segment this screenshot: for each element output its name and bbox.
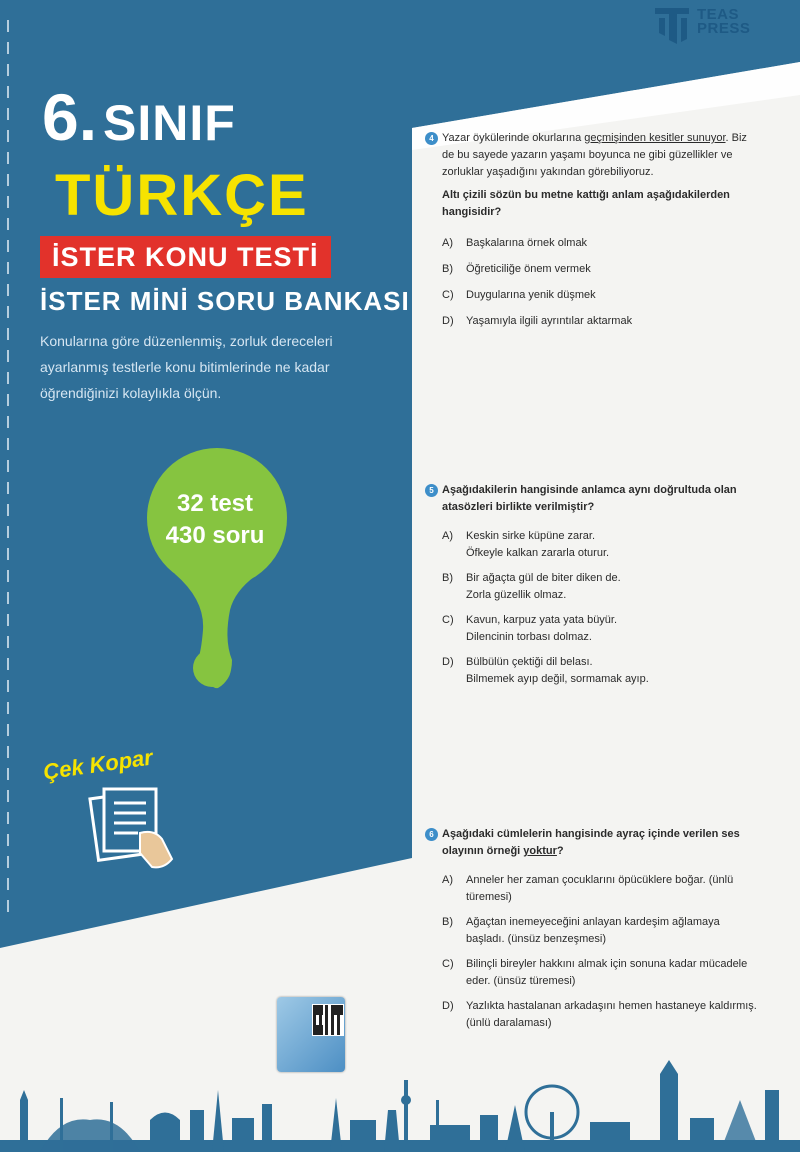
question-text-part: Yazar öykülerinde okurlarına <box>442 132 585 144</box>
option-text: Anneler her zaman çocuklarını öpücüklere boğar. (ünlü türemesi) <box>466 874 734 903</box>
option-a[interactable] <box>442 528 760 562</box>
drop-line1: 32 test <box>176 490 254 517</box>
brand-line1: TEAS <box>697 6 740 23</box>
option-a[interactable] <box>442 235 760 252</box>
option-letter: C) <box>442 958 454 970</box>
drop-line2: 430 soru <box>165 522 265 549</box>
option-c[interactable] <box>442 956 760 990</box>
subtitle: İSTER MİNİ SORU BANKASI <box>40 286 410 316</box>
option-text: Ağaçtan inemeyeceğini anlayan kardeşim ağlamaya başladı. (ünsüz benzeşmesi) <box>466 916 720 945</box>
option-line: Bülbülün çektiği dil belası. <box>466 656 593 668</box>
question-number-badge: 5 <box>425 484 438 497</box>
option-d[interactable] <box>442 998 760 1032</box>
option-line: Bir ağaçta gül de biter diken de. <box>466 572 621 584</box>
grade-title <box>42 80 236 160</box>
option-letter: B) <box>442 572 453 584</box>
option-line: Zorla güzellik olmaz. <box>466 589 567 601</box>
question-6 <box>429 826 760 1040</box>
drop-badge-text <box>120 488 310 552</box>
option-letter: D) <box>442 315 454 327</box>
question-prompt-text: Aşağıdaki cümlelerin hangisinde ayraç içinde verilen ses olayının örneği <box>442 828 740 857</box>
option-letter: A) <box>442 874 453 886</box>
grade-word: SINIF <box>103 95 236 151</box>
tear-sheets-hand-icon <box>80 783 180 873</box>
brand-name <box>697 8 750 36</box>
question-4 <box>429 130 760 339</box>
question-prompt-text: Aşağıdakilerin hangisinde anlamca aynı doğrultuda olan atasözleri birlikte verilmiştir? <box>442 484 737 513</box>
option-letter: A) <box>442 237 453 249</box>
option-b[interactable] <box>442 914 760 948</box>
subject-title: TÜRKÇE <box>55 163 309 228</box>
question-prompt <box>442 187 760 221</box>
option-a[interactable] <box>442 872 760 906</box>
city-skyline-icon <box>0 1060 800 1152</box>
question-text <box>442 130 760 181</box>
question-number-badge: 6 <box>425 828 438 841</box>
option-letter: C) <box>442 289 454 301</box>
option-d[interactable] <box>442 313 760 330</box>
option-text: Yaşamıyla ilgili ayrıntılar aktarmak <box>466 315 633 327</box>
option-line: Kavun, karpuz yata yata büyür. <box>466 614 618 626</box>
option-letter: D) <box>442 656 454 668</box>
brand-line2: PRESS <box>697 20 751 37</box>
option-letter: A) <box>442 530 453 542</box>
option-d[interactable] <box>442 654 760 688</box>
option-text: Başkalarına örnek olmak <box>466 237 588 249</box>
question-number-badge: 4 <box>425 132 438 145</box>
option-letter: D) <box>442 1000 454 1012</box>
option-text: Duygularına yenik düşmek <box>466 289 596 301</box>
option-letter: B) <box>442 916 453 928</box>
option-c[interactable] <box>442 612 760 646</box>
question-prompt <box>442 826 760 860</box>
qr-code-icon[interactable] <box>312 1004 344 1036</box>
option-letter: B) <box>442 263 453 275</box>
option-text: Öğreticiliğe önem vermek <box>466 263 591 275</box>
option-b[interactable] <box>442 261 760 278</box>
option-line: Öfkeyle kalkan zararla oturur. <box>466 547 610 559</box>
question-5 <box>429 482 760 696</box>
cover-description: Konularına göre düzenlenmiş, zorluk dereceleri ayarlanmış testlerle konu bitimlerinde ne kadar öğrendiğinizi kolaylıkla ölçün. <box>40 333 333 401</box>
underlined-word: yoktur <box>523 845 557 857</box>
option-line: Dilencinin torbası dolmaz. <box>466 631 592 643</box>
option-b[interactable] <box>442 570 760 604</box>
option-letter: C) <box>442 614 454 626</box>
question-prompt <box>442 482 760 516</box>
option-text: Bilinçli bireyler hakkını almak için sonuna kadar mücadele eder. (ünsüz türemesi) <box>466 958 748 987</box>
option-line: Keskin sirke küpüne zarar. <box>466 530 596 542</box>
option-text: Yazlıkta hastalanan arkadaşını hemen hastaneye kaldırmış. (ünlü daralaması) <box>466 1000 757 1029</box>
question-prompt-text: ? <box>556 845 564 857</box>
option-line: Bilmemek ayıp değil, sormamak ayıp. <box>466 673 649 685</box>
grade-number: 6. <box>42 80 98 154</box>
underlined-phrase: geçmişinden kesitler sunuyor <box>584 132 726 144</box>
question-prompt-text: Altı çizili sözün bu metne kattığı anlam aşağıdakilerden hangisidir? <box>442 189 730 218</box>
tear-off-label: Çek Kopar <box>41 744 155 785</box>
question-text-part: . Biz de bu sayede yazarın yaşamı boyunca ne gibi güzellikler ve zorluklar yaşadığını yakından görebiliyoruz. <box>442 132 747 178</box>
ribbon-label: İSTER KONU TESTİ <box>40 236 331 278</box>
option-c[interactable] <box>442 287 760 304</box>
